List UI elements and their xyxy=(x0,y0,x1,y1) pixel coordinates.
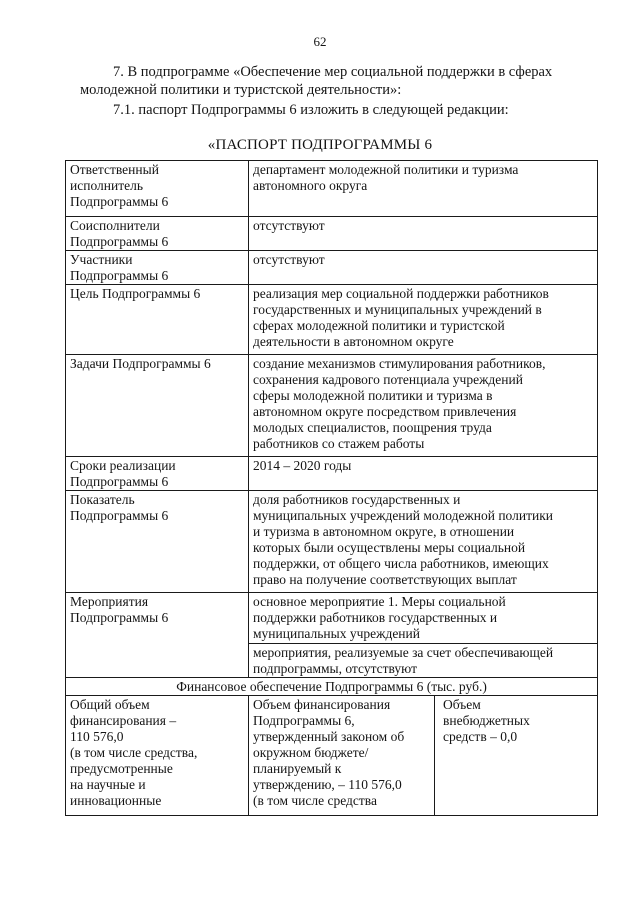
row-value: отсутствуют xyxy=(249,217,598,251)
finance-header: Финансовое обеспечение Подпрограммы 6 (тыс. руб.) xyxy=(66,678,598,696)
row-value: создание механизмов стимулирования работников, сохранения кадрового потенциала учреждений сферы молодежной политики и туризма в автономном округе посредством привлечения молодых специалистов, поощрения труда работников со стажем работы xyxy=(249,355,598,457)
finance-budget xyxy=(249,696,435,816)
finance-extrabudget xyxy=(435,696,598,816)
table-row xyxy=(66,251,598,285)
table-row xyxy=(66,593,598,644)
intro-line-2: молодежной политики и туристской деятельности»: xyxy=(80,82,402,98)
passport-table xyxy=(65,160,598,816)
table-row xyxy=(66,355,598,457)
row-value: доля работников государственных и муниципальных учреждений молодежной политики и туризма в автономном округе, в отношении которых были осуществлены меры социальной поддержки, от общего числа работников, имеющих право на получение соответствующих выплат xyxy=(249,491,598,593)
row-label: Ответственный исполнитель Подпрограммы 6 xyxy=(66,161,249,217)
intro-line-1: 7. В подпрограмме «Обеспечение мер социальной поддержки в сферах xyxy=(113,64,553,80)
row-value: 2014 – 2020 годы xyxy=(249,457,598,491)
row-label: Участники Подпрограммы 6 xyxy=(66,251,249,285)
table-row xyxy=(66,161,598,217)
row-value: реализация мер социальной поддержки работников государственных и муниципальных учреждений в сферах молодежной политики и туристской деятельности в автономном округе xyxy=(249,285,598,355)
row-label: Соисполнители Подпрограммы 6 xyxy=(66,217,249,251)
row-label: Показатель Подпрограммы 6 xyxy=(66,491,249,593)
row-label: Сроки реализации Подпрограммы 6 xyxy=(66,457,249,491)
table-row xyxy=(66,491,598,593)
intro-paragraph-2 xyxy=(80,101,600,119)
table-row xyxy=(66,217,598,251)
finance-budget-text: Объем финансирования Подпрограммы 6, утвержденный законом об окружном бюджете/ планируемый к утверждению, – 110 576,0 (в том числе средства xyxy=(253,697,405,808)
document-title: «ПАСПОРТ ПОДПРОГРАММЫ 6 xyxy=(207,137,433,153)
finance-extrabudget-text: Объем внебюджетных средств – 0,0 xyxy=(443,697,530,744)
row-label: Цель Подпрограммы 6 xyxy=(66,285,249,355)
row-value: департамент молодежной политики и туризма автономного округа xyxy=(249,161,598,217)
row-label: Мероприятия Подпрограммы 6 xyxy=(66,593,249,678)
intro-paragraph-1 xyxy=(80,63,600,99)
table-row xyxy=(66,696,598,816)
table-row xyxy=(66,457,598,491)
row-label: Задачи Подпрограммы 6 xyxy=(66,355,249,457)
finance-total-text: Общий объем финансирования – 110 576,0 (в том числе средства, предусмотренные на научные и инновационные xyxy=(70,697,198,808)
table-row xyxy=(66,678,598,696)
finance-total xyxy=(66,696,249,816)
page-number: 62 xyxy=(313,34,327,49)
row-value: основное мероприятие 1. Меры социальной поддержки работников государственных и муниципальных учреждений xyxy=(249,593,598,644)
row-value: мероприятия, реализуемые за счет обеспечивающей подпрограммы, отсутствуют xyxy=(249,644,598,678)
row-value: отсутствуют xyxy=(249,251,598,285)
table-row xyxy=(66,285,598,355)
intro-line-3: 7.1. паспорт Подпрограммы 6 изложить в следующей редакции: xyxy=(113,102,509,118)
